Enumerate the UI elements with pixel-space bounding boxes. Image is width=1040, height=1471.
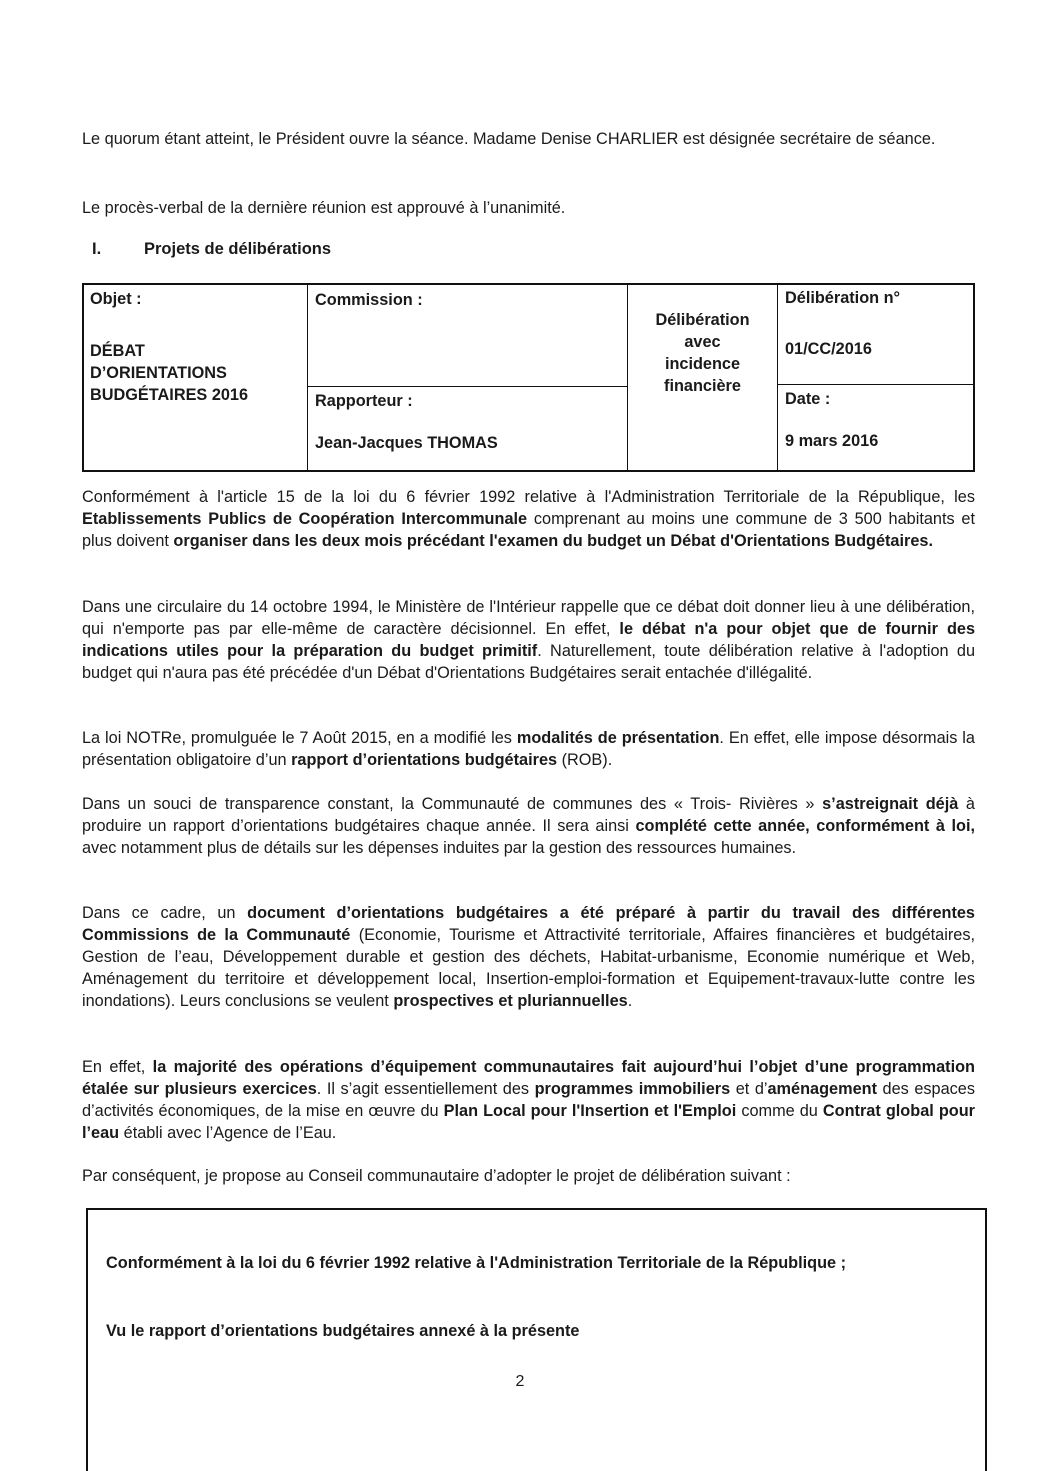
commission-label: Commission : [315, 291, 423, 309]
page-number: 2 [515, 1373, 525, 1390]
pv-approval-paragraph: Le procès-verbal de la dernière réunion est approuvé à l’unanimité. [82, 199, 566, 217]
circulaire-paragraph: Dans une circulaire du 14 octobre 1994, le Ministère de l'Intérieur rappelle que ce débat doit donner lieu à une délibération, qui n'emporte pas par elle-même de caractère décisionnel. En effet, le débat n'a pour objet que de fournir des indications utiles pour la préparation du budget primitif. Naturellement, toute délibération relative à l'adoption du budget qui n'aura pas été précédée d'un Débat d'Orientations Budgétaires serait entachée d'illégalité. [82, 598, 975, 682]
article-15-paragraph: Conformément à l'article 15 de la loi du 6 février 1992 relative à l'Administration Territoriale de la République, les Etablissements Publics de Coopération Intercommunale comprenant au moins une commune de 3 500 habitants et plus doivent organiser dans les deux mois précédant l'examen du budget un Débat d'Orientations Budgétaires. [82, 488, 975, 550]
objet-line: BUDGÉTAIRES 2016 [90, 386, 249, 404]
incidence-line: avec [684, 333, 721, 351]
rapporteur-label: Rapporteur : [315, 392, 413, 410]
objet-line: D’ORIENTATIONS [90, 364, 227, 382]
quorum-paragraph: Le quorum étant atteint, le Président ouvre la séance. Madame Denise CHARLIER est désignée secrétaire de séance. [82, 130, 936, 148]
deliberation-table [82, 283, 975, 472]
table-divider [307, 285, 308, 470]
incidence-line: financière [664, 377, 741, 395]
section-title: Projets de délibérations [144, 240, 332, 258]
table-divider [777, 285, 778, 470]
objet-value [90, 340, 248, 406]
date-value: 9 mars 2016 [785, 432, 879, 450]
incidence-financiere [628, 309, 777, 397]
date-label: Date : [785, 390, 831, 408]
rapporteur-value: Jean-Jacques THOMAS [315, 434, 498, 452]
table-divider [307, 386, 627, 387]
resolution-line-1: Conformément à la loi du 6 février 1992 relative à l'Administration Territoriale de la République ; [106, 1254, 847, 1272]
section-number: I. [92, 240, 102, 258]
numero-value: 01/CC/2016 [785, 340, 872, 358]
resolution-box [86, 1208, 987, 1471]
proposition-paragraph: Par conséquent, je propose au Conseil communautaire d’adopter le projet de délibération suivant : [82, 1167, 791, 1185]
objet-line: DÉBAT [90, 342, 145, 360]
loi-notre-paragraph: La loi NOTRe, promulguée le 7 Août 2015, en a modifié les modalités de présentation. En effet, elle impose désormais la présentation obligatoire d’un rapport d’orientations budgétaires (ROB). [82, 729, 975, 769]
resolution-line-2: Vu le rapport d’orientations budgétaires annexé à la présente [106, 1322, 580, 1340]
commissions-paragraph: Dans ce cadre, un document d’orientations budgétaires a été préparé à partir du travail des différentes Commissions de la Communauté (Economie, Tourisme et Attractivité territoriale, Affaires financières et budgétaires, Gestion de l’eau, Développement durable et gestion des déchets, Habitat-urbanisme, Economie numérique et Web, Aménagement du territoire et développement local, Insertion-emploi-formation et Equipement-travaux-lutte contre les inondations). Leurs conclusions se veulent prospectives et pluriannuelles. [82, 904, 975, 1010]
table-divider [777, 384, 973, 385]
transparence-paragraph: Dans un souci de transparence constant, la Communauté de communes des « Trois- Rivières » s’astreignait déjà à produire un rapport d’orientations budgétaires chaque année. Il sera ainsi complété cette année, conformément à loi, avec notamment plus de détails sur les dépenses induites par la gestion des ressources humaines. [82, 795, 975, 857]
numero-label: Délibération n° [785, 289, 901, 307]
incidence-line: Délibération [655, 311, 750, 329]
operations-paragraph: En effet, la majorité des opérations d’équipement communautaires fait aujourd’hui l’objet d’une programmation étalée sur plusieurs exercices. Il s’agit essentiellement des programmes immobiliers et d’aménagement des espaces d’activités économiques, de la mise en œuvre du Plan Local pour l'Insertion et l'Emploi comme du Contrat global pour l’eau établi avec l’Agence de l’Eau. [82, 1058, 975, 1142]
incidence-line: incidence [664, 355, 741, 373]
objet-label: Objet : [90, 290, 142, 308]
section-heading [92, 240, 331, 259]
